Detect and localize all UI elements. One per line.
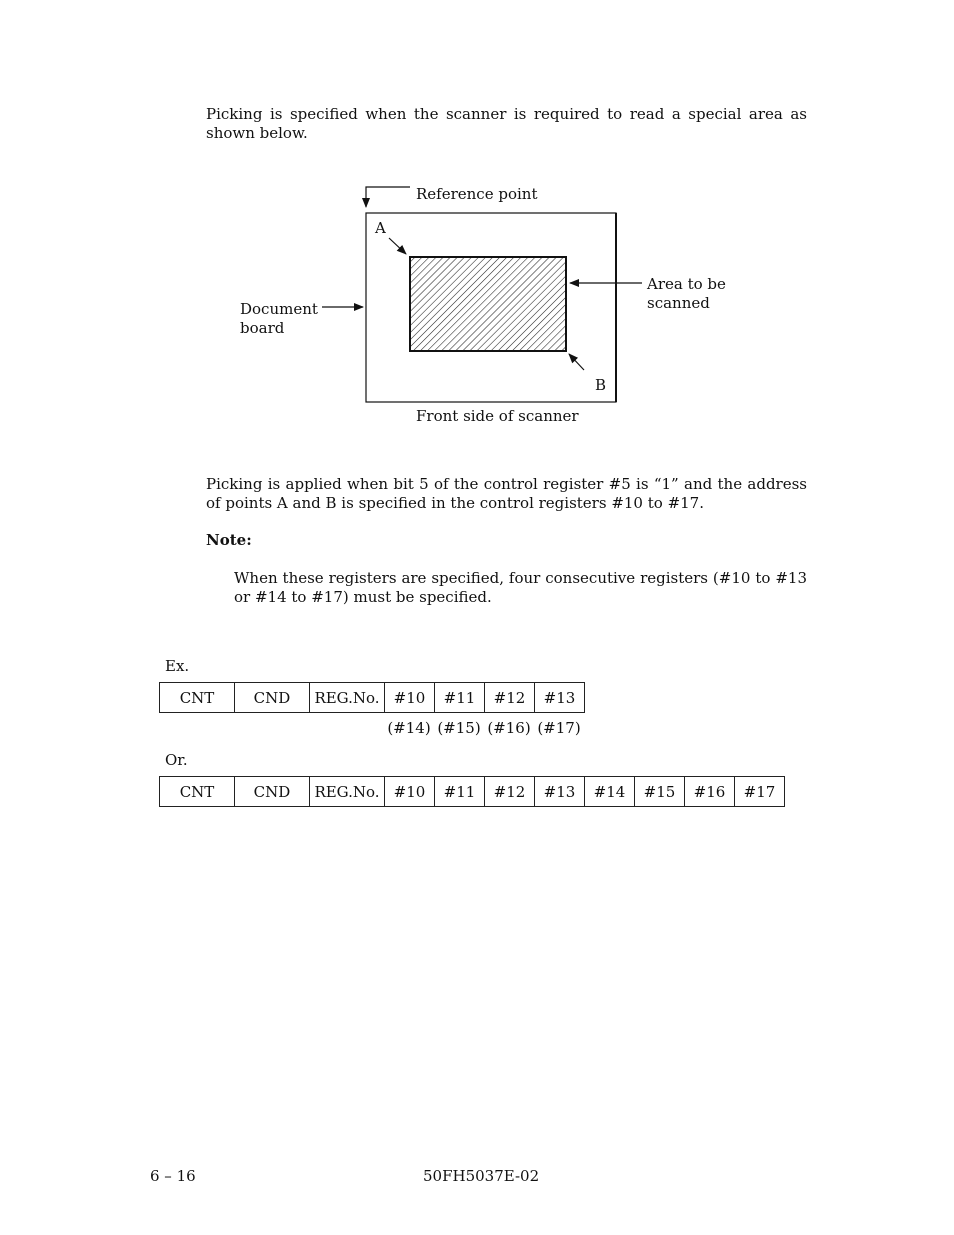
register-cell: #12 — [485, 777, 535, 807]
scan-area — [410, 257, 566, 351]
reg-no-cell: REG.No. — [310, 683, 385, 713]
cnt-cell: CNT — [160, 683, 235, 713]
alternate-registers — [384, 719, 584, 737]
document-board-label-line2: board — [240, 319, 285, 337]
document-board-label-line1: Document — [240, 300, 318, 318]
example-register-table — [159, 682, 585, 713]
picking-area-diagram — [0, 0, 954, 440]
register-cell: #10 — [385, 777, 435, 807]
register-cell: #16 — [685, 777, 735, 807]
alternate-register: (#17) — [537, 719, 581, 737]
picking-paragraph: Picking is applied when bit 5 of the control register #5 is “1” and the address of points A and B is specified in the control registers #10 to #17. — [206, 475, 807, 512]
register-cell: #13 — [535, 683, 585, 713]
cnt-cell: CNT — [160, 777, 235, 807]
note-label: Note: — [206, 531, 252, 549]
intro-paragraph: Picking is specified when the scanner is required to read a special area as shown below. — [206, 105, 807, 142]
point-b-label: B — [595, 376, 607, 394]
reference-point-label: Reference point — [416, 185, 538, 203]
note-text: When these registers are specified, four consecutive registers (#10 to #13 or #14 to #17) must be specified. — [234, 569, 807, 606]
register-cell: #11 — [435, 777, 485, 807]
register-cell: #11 — [435, 683, 485, 713]
or-register-table — [159, 776, 785, 807]
cnd-cell: CND — [235, 777, 310, 807]
alternate-register: (#14) — [387, 719, 431, 737]
point-a-arrow — [389, 238, 406, 254]
register-cell: #10 — [385, 683, 435, 713]
register-cell: #17 — [735, 777, 785, 807]
register-cell: #15 — [635, 777, 685, 807]
page-number: 6 – 16 — [150, 1167, 196, 1185]
register-cell: #12 — [485, 683, 535, 713]
register-cell: #13 — [535, 777, 585, 807]
alternate-register: (#15) — [437, 719, 481, 737]
point-a-label: A — [375, 219, 386, 237]
cnd-cell: CND — [235, 683, 310, 713]
point-b-arrow — [569, 354, 584, 370]
register-cell: #14 — [585, 777, 635, 807]
area-label-line2: scanned — [647, 294, 710, 312]
document-id: 50FH5037E-02 — [423, 1167, 540, 1185]
or-label: Or. — [165, 751, 188, 769]
front-side-label: Front side of scanner — [416, 407, 579, 425]
reg-no-cell: REG.No. — [310, 777, 385, 807]
reference-point-arrow — [366, 187, 410, 207]
area-label-line1: Area to be — [647, 275, 726, 293]
alternate-register: (#16) — [487, 719, 531, 737]
example-label: Ex. — [165, 657, 190, 675]
